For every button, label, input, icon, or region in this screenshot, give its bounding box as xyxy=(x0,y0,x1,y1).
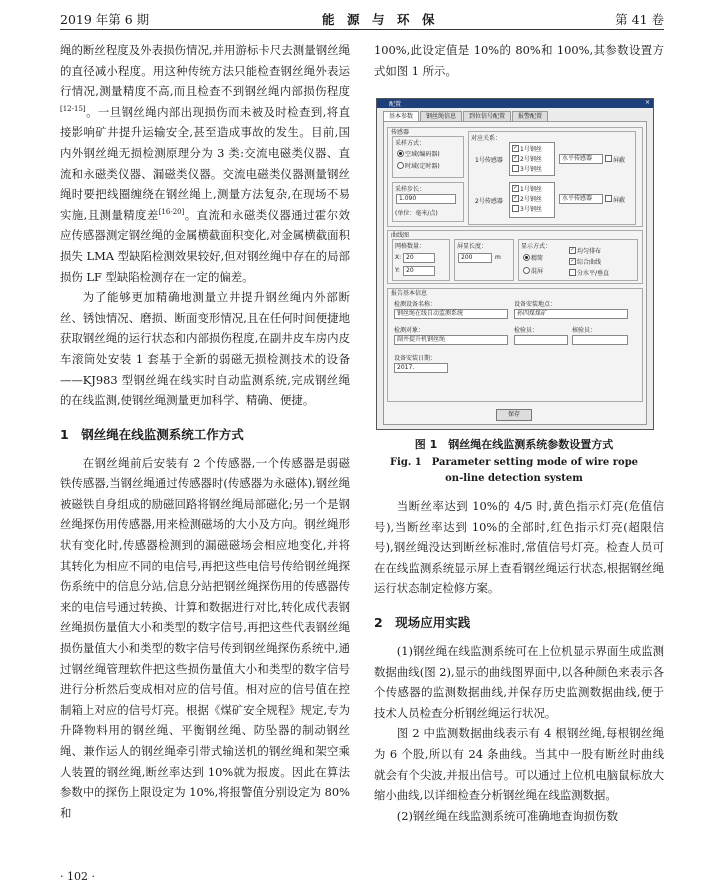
sample-mode-box: 采样方式： 空域(编码器) 时域(定时器) xyxy=(392,136,464,178)
combined-curve-checkbox[interactable]: ✓ xyxy=(570,258,575,264)
report-group: 报告基本信息 检测设备名称： 钢丝绳在线自动监测系统 设备安装地点： 孙四煤煤矿 检测对象： 副井提升机钢丝绳 检验员： 核验员： 设备安装日期： 2017. xyxy=(387,288,643,402)
tab-alarm[interactable]: 报警配置 xyxy=(512,111,548,121)
issue-label: 2019 年第 6 期 xyxy=(60,12,150,27)
journal-name: 能 源 与 环 保 xyxy=(322,12,435,27)
paragraph: 在钢丝绳前后安装有 2 个传感器,一个传感器是弱磁铁传感器,当钢丝绳通过传感器时(传感器为永磁体),钢丝绳被磁铁自身组成的励磁回路将钢丝绳局部磁化;另一个是钢丝绳探伤用传感器,用来检测磁场的大小及方向。钢丝绳形状有变化时,传感器检测到的漏磁磁场会相应地变化,并将其转化为相应不同的电信号,再把这些电信号传给钢丝绳探伤系统中的信息分站,信息分站把钢丝绳探伤用的传感器传来的电信号通过转换、计算和数据进行对比,转化成代表钢丝绳损伤量值大小和类型的数字信号,再把这些代表钢丝绳损伤量值大小和类型的数字信号传到钢丝绳探伤系统中,通过钢丝绳管理软件把这些损伤量值大小和类型的数字信号进行分析然后变成相对应的信号值。相对应的信号值在控制箱上对应的信号灯亮。根据《煤矿安全规程》规定,专为升降物料用的钢丝绳、平衡钢丝绳、防坠器的制动钢丝绳、兼作运人的钢丝绳牵引带式输送机的钢丝绳和架空乘人装置的钢丝绳,断丝率达到 10%就为报废。因此在算法参数中的探伤上限设定为 10%,将报警值分别设定为 80% 和 xyxy=(60,455,350,820)
radio-fine[interactable] xyxy=(523,254,530,261)
paragraph: 100%,此设定值是 10%的 80%和 100%,其参数设置方式如图 1 所示。 xyxy=(374,43,664,78)
sensor1-list[interactable]: ✓ 1号钢丝 ✓ 2号钢丝 3号钢丝 xyxy=(509,142,555,176)
figure-caption-cn: 图 1 钢丝绳在线监测系统参数设置方式 xyxy=(414,438,614,451)
sensor2-list[interactable]: ✓ 1号钢丝 ✓ 2号钢丝 3号钢丝 xyxy=(509,182,555,218)
sample-step-box: 采样步长： 1.090 (单位：毫米/点) xyxy=(392,182,464,222)
dialog-title: 配置 xyxy=(389,101,402,108)
paragraph: 当断丝率达到 10%的 4/5 时,黄色指示灯亮(危值信号),当断丝率达到 10%的全部时,红色指示灯亮(超限信号),钢丝绳没达到断丝标准时,常值信号灯亮。检查人员可在在线监测系统显示屏上查看钢丝绳运行状态,根据钢丝绳运行状态制定检修方案。 xyxy=(374,499,664,596)
tab-position-signal[interactable]: 到位信号配置 xyxy=(463,111,511,121)
dialog-titlebar xyxy=(377,99,653,108)
paragraph: 图 2 中监测数据曲线表示有 4 根钢丝绳,每根钢丝绳为 6 个股,所以有 24 条曲线。当其中一股有断丝时曲线就会有个尖波,并报出信号。可以通过上位机电脑鼠标放大缩小曲线,以详细检查分析钢丝绳在线监测数据。 xyxy=(374,726,664,803)
grid-x-input[interactable]: 20 xyxy=(403,253,435,263)
group-label: 传感器 xyxy=(391,129,410,136)
radio-time[interactable] xyxy=(397,162,404,169)
tab-rope-info[interactable]: 钢丝绳信息 xyxy=(420,111,462,121)
figure-config-dialog xyxy=(376,98,654,430)
radio-mixed[interactable] xyxy=(523,267,530,274)
device-name-input[interactable]: 钢丝绳在线自动监测系统 xyxy=(394,309,508,319)
inspector-input[interactable] xyxy=(514,335,568,345)
left-column xyxy=(60,40,350,823)
right-column-lower xyxy=(374,496,664,826)
section-heading: 2 现场应用实践 xyxy=(374,614,471,630)
display-mode-box: 显示方式： 精简 混屏 ✓ 均匀排布 ✓ 综合曲线 分水平/垂直 xyxy=(518,239,638,281)
paragraph: (1)钢丝绳在线监测系统可在上位机显示界面生成监测数据曲线(图 2),显示的曲线图界面中,以各种颜色来表示各个传感器的监测数据曲线,并保存历史监测数据曲线,便于技术人员检查分析钢丝绳运行状况。 xyxy=(374,643,664,720)
install-date-input[interactable]: 2017. xyxy=(394,363,448,373)
tab-bar xyxy=(383,111,549,121)
install-place-input[interactable]: 孙四煤煤矿 xyxy=(514,309,628,319)
right-column xyxy=(374,40,664,81)
sample-step-input[interactable]: 1.090 xyxy=(396,194,456,204)
citation: [12-15] xyxy=(60,104,86,113)
grid-y-input[interactable]: 20 xyxy=(403,266,435,276)
screen-length-box: 屏显长度： 200 m xyxy=(454,239,514,281)
header-rule xyxy=(60,29,664,30)
page-number: · 102 · xyxy=(60,870,95,883)
section-heading: 1 钢丝绳在线监测系统工作方式 xyxy=(60,426,244,442)
mapping-box: 对应关系： 1号传感器 2号传感器 ✓ 1号钢丝 ✓ 2号钢丝 3号钢丝 水平传感器 屏蔽 ✓ 1号钢丝 ✓ 2号钢丝 3号钢丝 水平传感器 屏蔽 xyxy=(468,131,636,225)
curve-group: 曲线图 网格数量： X: 20 Y: 20 屏显长度： 200 m 显示方式： 精简 混屏 ✓ 均匀排布 ✓ 综合曲线 分水平/垂直 xyxy=(387,230,643,284)
sensor1-mask-checkbox[interactable] xyxy=(605,155,612,162)
close-icon[interactable]: × xyxy=(644,99,650,106)
grid-count-box: 网格数量： X: 20 Y: 20 xyxy=(392,239,450,281)
sensor2-type-select[interactable]: 水平传感器 xyxy=(559,194,603,204)
paragraph: (2)钢丝绳在线监测系统可准确地查询损伤数 xyxy=(396,808,618,823)
paragraph: 为了能够更加精确地测量立井提升钢丝绳内外部断丝、锈蚀情况、磨损、断面变形情况,且在任何时间便捷地获取钢丝绳的运行状态和内部损伤程度,在副井皮车房内皮车滚筒处安装 1 套基于全新的弱磁无损检测技术的设备——KJ983 型钢丝绳在线实时自动监测系统,完成钢丝绳的在线监测,使钢丝绳测量更加科学、精确、便捷。 xyxy=(60,290,350,408)
sensor-group xyxy=(387,127,643,227)
running-header xyxy=(60,8,664,28)
tab-basic[interactable]: 基本参数 xyxy=(383,111,419,121)
citation: [16-20] xyxy=(158,207,185,216)
settings-panel xyxy=(383,121,647,425)
save-button[interactable]: 保存 xyxy=(496,409,532,421)
checker-input[interactable] xyxy=(572,335,628,345)
even-layout-checkbox[interactable]: ✓ xyxy=(570,247,575,253)
radio-space[interactable] xyxy=(397,150,404,157)
figure-caption-en: Fig. 1 Parameter setting mode of wire rope on-line detection system xyxy=(389,457,639,484)
target-input[interactable]: 副井提升机钢丝绳 xyxy=(394,335,508,345)
sensor2-mask-checkbox[interactable] xyxy=(605,195,612,202)
sensor1-type-select[interactable]: 水平传感器 xyxy=(559,154,603,164)
screen-length-input[interactable]: 200 xyxy=(458,253,492,263)
split-hv-checkbox[interactable] xyxy=(569,269,576,276)
volume-label: 第 41 卷 xyxy=(615,12,664,27)
paragraph: 绳的断丝程度及外表损伤情况,并用游标卡尺去测量钢丝绳的直径减小程度。用这种传统方法只能检查钢丝绳外表运行情况,测量精度不高,而且检查不到钢丝绳内部损伤程度[12-15]。一旦钢丝绳内部出现损伤而未被及时检查到,将直接影响矿井提升运输安全,甚至造成事故的发生。目前,国内外钢丝绳无损检测原理分为 3 类:交流电磁类仪器、直流和永磁类仪器、漏磁类仪器。交流电磁类仪器测量钢丝绳时要把线圈缠绕在钢丝绳上,测量方法复杂,在现场不易实施,且测量精度差[16-20]。直流和永磁类仪器通过霍尔效应传感器测定钢丝绳的金属横截面积变化,对金属横截面积损失 LMA 型缺陷检测效果较好,但对钢丝绳中存在的局部损伤 LF 型缺陷检测存在一定的偏差。 xyxy=(60,43,350,284)
